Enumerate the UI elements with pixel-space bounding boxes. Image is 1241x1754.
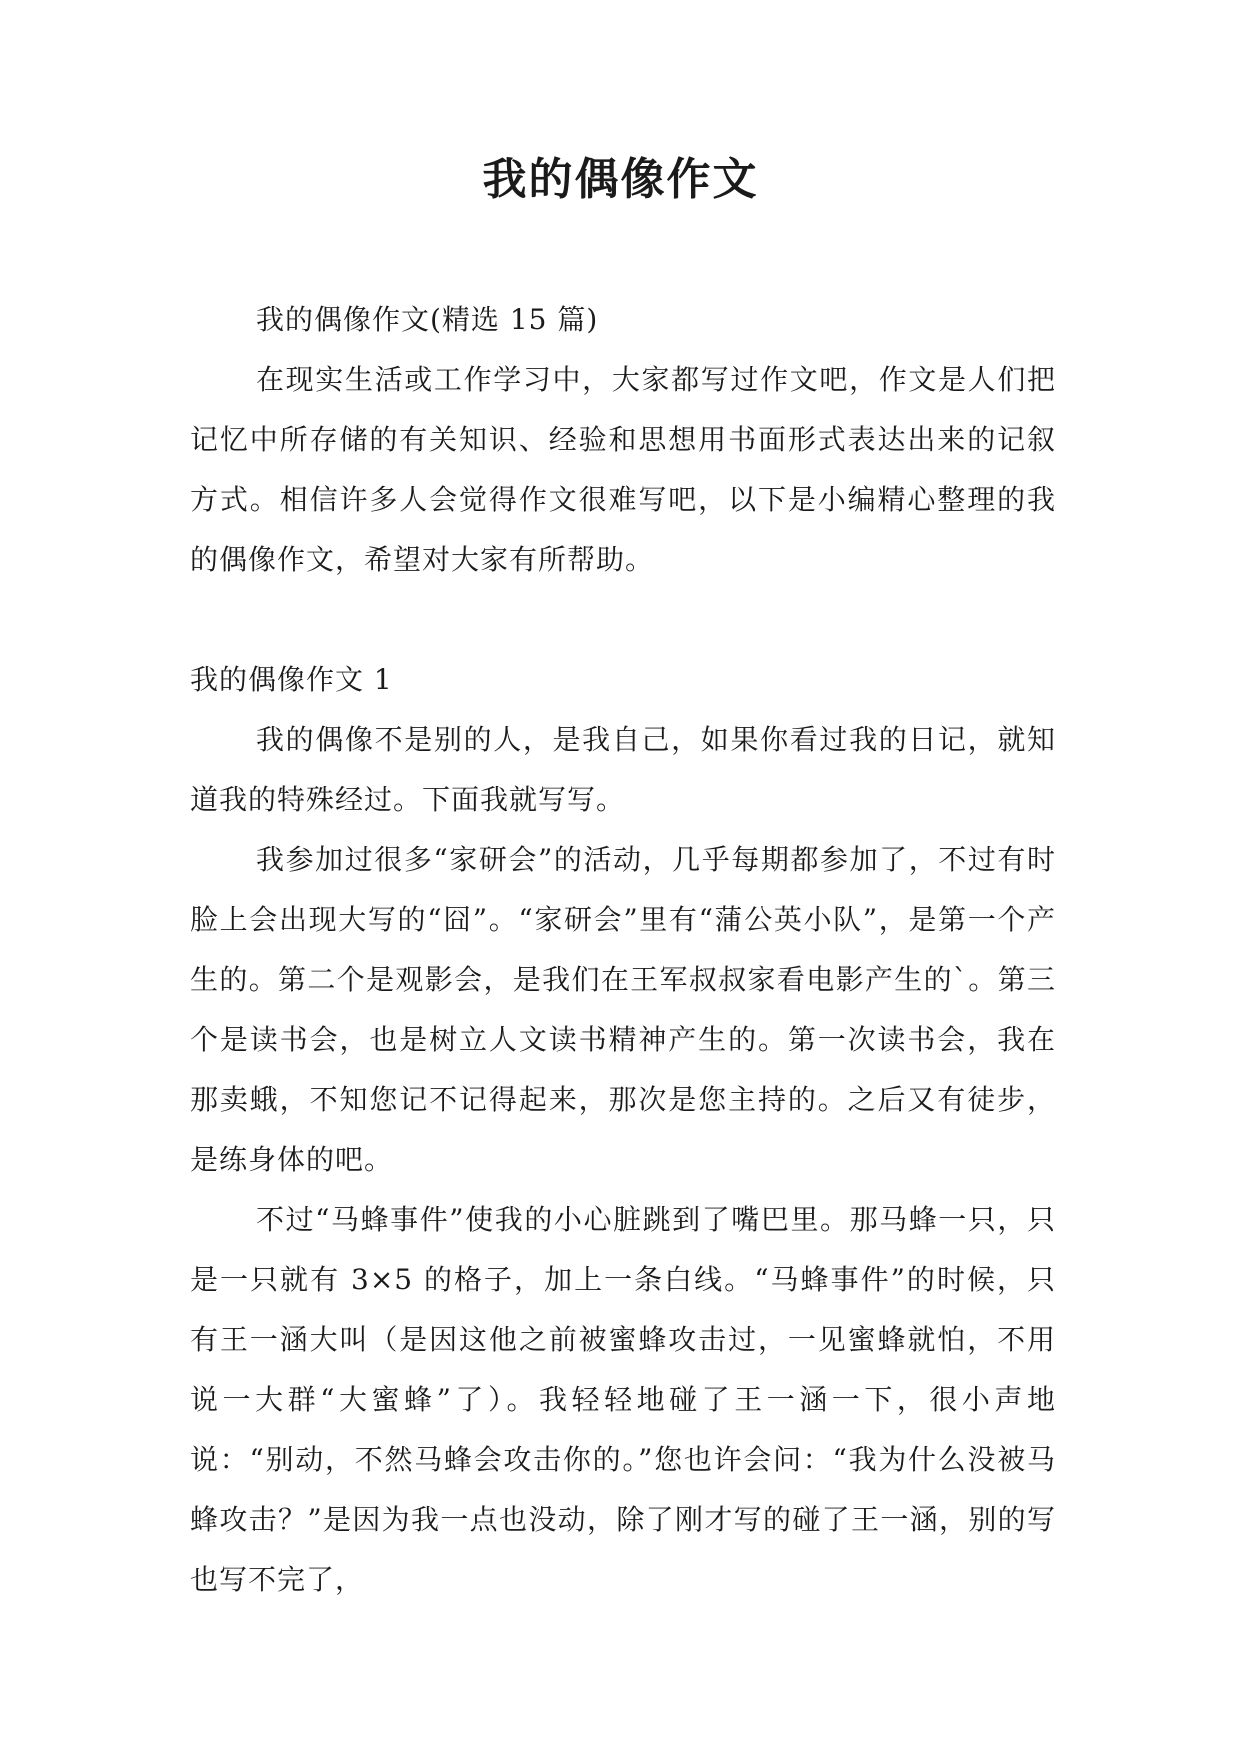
document-subtitle: 我的偶像作文(精选 15 篇)	[256, 303, 599, 336]
body-paragraph: 不过“马蜂事件”使我的小心脏跳到了嘴巴里。那马蜂一只，只是一只就有 3×5 的格子，加上一条白线。“马蜂事件”的时候，只有王一涵大叫（是因这他之前被蜜蜂攻击过，一见蜜蜂就怕，不用说一大群“大蜜蜂”了）。我轻轻地碰了王一涵一下，很小声地说：“别动，不然马蜂会攻击你的。”您也许会问：“我为什么没被马蜂攻击？”是因为我一点也没动，除了刚才写的碰了王一涵，别的写也写不完了，	[190, 1203, 1056, 1596]
body-paragraph: 我参加过很多“家研会”的活动，几乎每期都参加了，不过有时脸上会出现大写的“囧”。“家研会”里有“蒲公英小队”，是第一个产生的。第二个是观影会，是我们在王军叔叔家看电影产生的`。第三个是读书会，也是树立人文读书精神产生的。第一次读书会，我在那卖蛾，不知您记不记得起来，那次是您主持的。之后又有徒步，是练身体的吧。	[190, 843, 1056, 1176]
document-body	[190, 290, 1056, 1610]
body-paragraph: 我的偶像不是别的人，是我自己，如果你看过我的日记，就知道我的特殊经过。下面我就写写。	[190, 723, 1056, 816]
section-spacer	[190, 590, 1056, 650]
section-heading: 我的偶像作文 1	[190, 663, 393, 696]
intro-paragraph: 在现实生活或工作学习中，大家都写过作文吧，作文是人们把记忆中所存储的有关知识、经验和思想用书面形式表达出来的记叙方式。相信许多人会觉得作文很难写吧，以下是小编精心整理的我的偶像作文，希望对大家有所帮助。	[190, 363, 1056, 576]
document-title: 我的偶像作文	[482, 154, 759, 205]
